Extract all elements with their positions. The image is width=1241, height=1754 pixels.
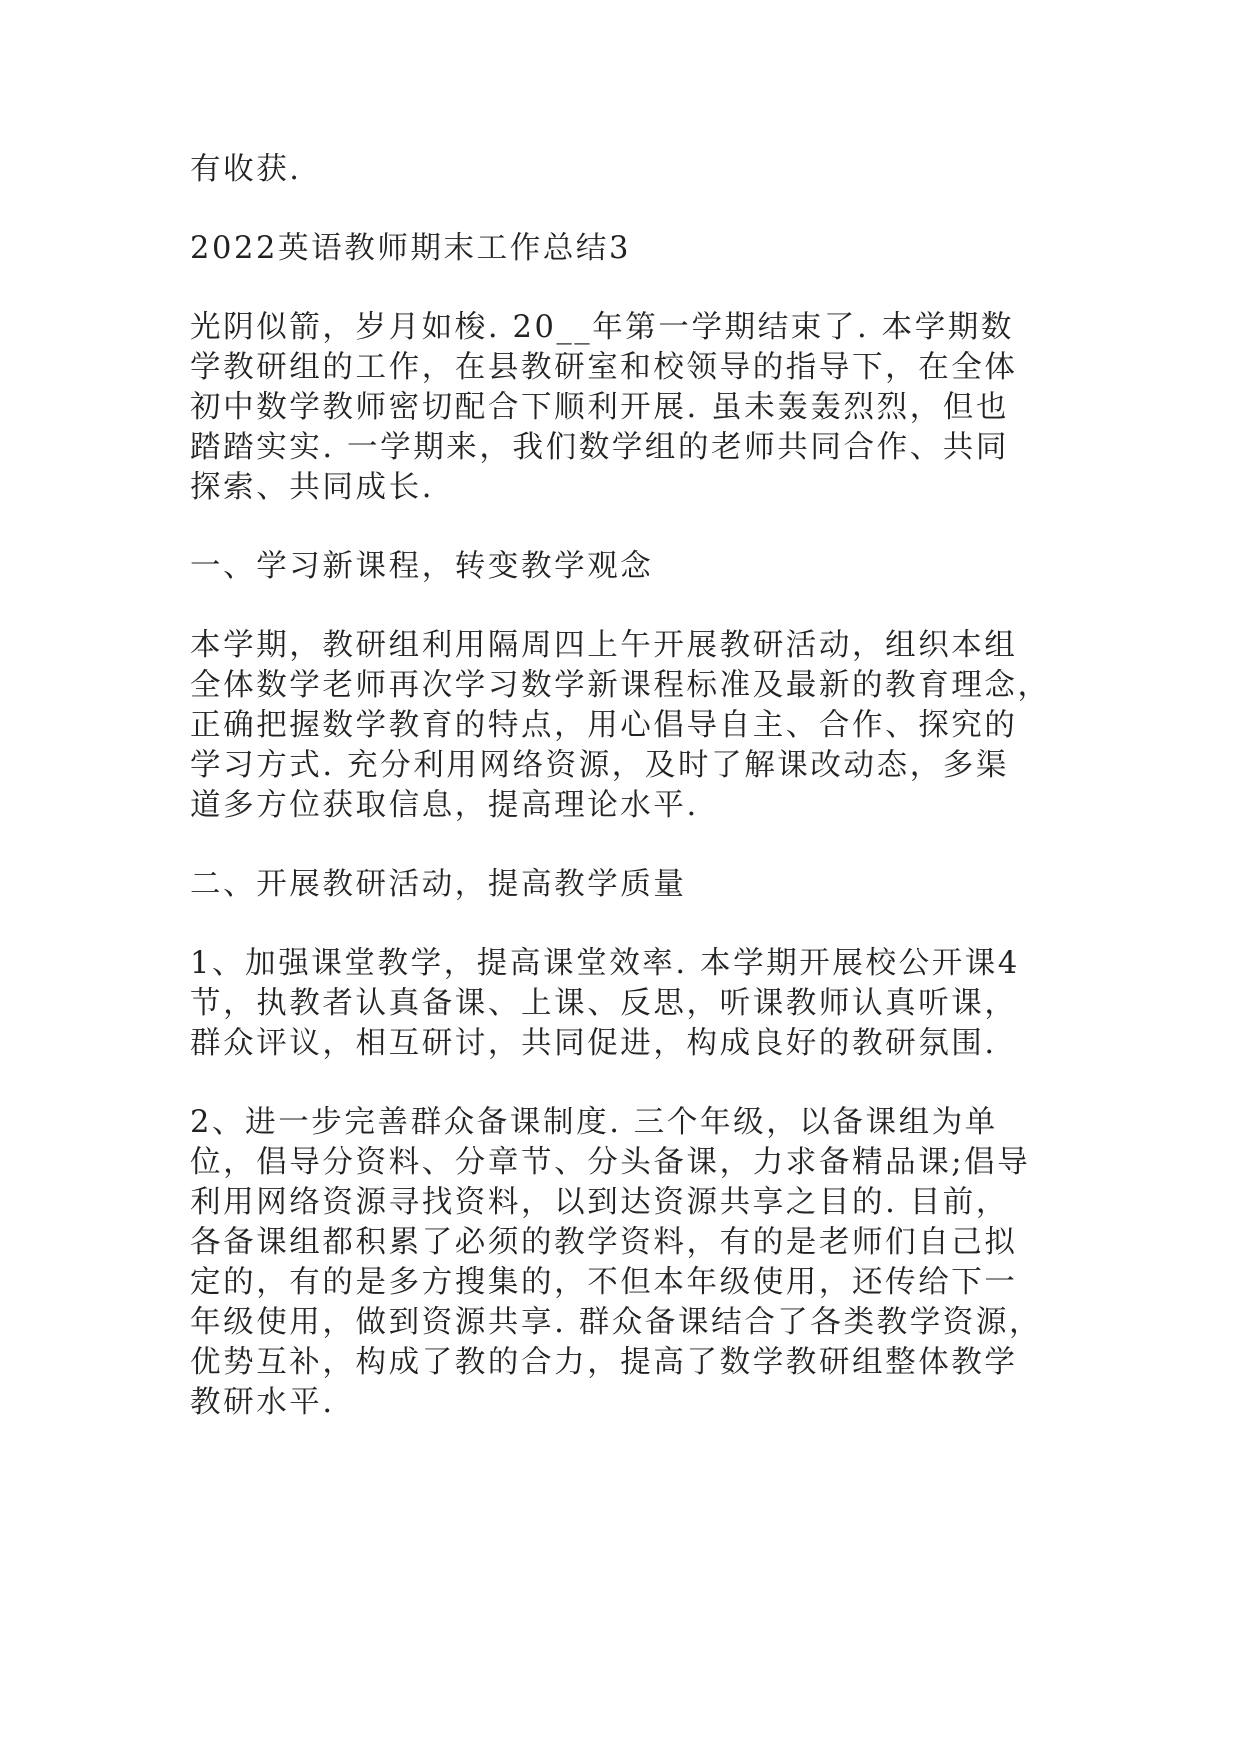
text-line: 定的，有的是多方搜集的，不但本年级使用，还传给下一 [190,1265,1018,1300]
text-line: 探索、共同成长. [190,470,434,505]
text-line: 学教研组的工作，在县教研室和校领导的指导下，在全体 [190,350,1018,385]
section-title [190,229,1070,269]
text-line: 节，执教者认真备课、上课、反思，听课教师认真听课， [190,986,1018,1021]
text-line: 全体数学老师再次学习数学新课程标准及最新的教育理念， [190,668,1051,703]
paragraph-tail [190,150,1070,190]
text-line: 2022英语教师期末工作总结3 [190,231,632,266]
text-line: 1、加强课堂教学，提高课堂效率. 本学期开展校公开课4 [190,946,1020,981]
text-line: 年级使用，做到资源共享. 群众备课结合了各类教学资源， [190,1305,1043,1340]
text-line: 学习方式. 充分利用网络资源，及时了解课改动态，多渠 [190,748,1009,783]
text-line: 位，倡导分资料、分章节、分头备课，力求备精品课;倡导 [190,1145,1031,1180]
paragraph-item-1 [190,944,1070,1064]
text-line: 群众评议，相互研讨，共同促进，构成良好的教研氛围. [190,1026,997,1061]
text-line: 有收获. [190,152,302,187]
heading-1 [190,547,1070,587]
paragraph-study [190,626,1070,826]
text-line: 道多方位获取信息，提高理论水平. [190,788,699,823]
text-line: 正确把握数学教育的特点，用心倡导自主、合作、探究的 [190,708,1018,743]
text-line: 二、开展教研活动，提高教学质量 [190,867,687,902]
text-line: 一、学习新课程，转变教学观念 [190,549,654,584]
text-line: 各备课组都积累了必须的教学资料，有的是老师们自己拟 [190,1225,1018,1260]
text-line: 2、进一步完善群众备课制度. 三个年级，以备课组为单 [190,1105,998,1140]
text-line: 初中数学教师密切配合下顺利开展. 虽未轰轰烈烈，但也 [190,390,1009,425]
text-line: 教研水平. [190,1385,335,1420]
paragraph-item-2 [190,1103,1070,1423]
text-line: 利用网络资源寻找资料，以到达资源共享之目的. 目前， [190,1185,1009,1220]
text-line: 踏踏实实. 一学期来，我们数学组的老师共同合作、共同 [190,430,1009,465]
heading-2 [190,865,1070,905]
document-body [190,150,1070,1462]
paragraph-intro [190,308,1070,508]
text-line: 优势互补，构成了教的合力，提高了数学教研组整体教学 [190,1345,1018,1380]
text-line: 本学期，教研组利用隔周四上午开展教研活动，组织本组 [190,628,1018,663]
text-line: 光阴似箭，岁月如梭. 20__年第一学期结束了. 本学期数 [190,310,1014,345]
